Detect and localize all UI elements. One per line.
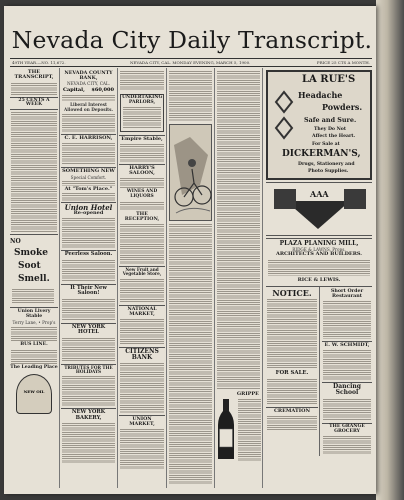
undertaking-ad (120, 94, 164, 132)
photo-text: Photo Supplies. (308, 169, 349, 174)
harrys-saloon: HARRY'S SALOON, (119, 164, 165, 177)
grippe-ad (216, 399, 261, 461)
headache-text: Headache (298, 90, 343, 100)
safe-sure-text: Safe and Sure. (304, 116, 357, 124)
column-6 (264, 68, 374, 488)
aaa-ad (266, 182, 372, 236)
price-note: PRICE 25 CTS A MONTH. (316, 60, 370, 65)
something-new-ad: SOMETHING NEW (62, 168, 115, 175)
restaurant-heading: Short Order Restaurant (330, 287, 364, 299)
fruit-store: New Fruit and Vegetable Store, (119, 266, 165, 277)
larue-ad (266, 70, 372, 180)
for-sale-heading: FOR SALE. (275, 370, 309, 377)
reception: THE RECEPTION, (124, 210, 160, 222)
national-market: NATIONAL MARKET, (119, 305, 165, 317)
bottom-ads (266, 286, 372, 457)
capital-amount: $60,000 (91, 87, 114, 94)
bottle-illustration (216, 399, 236, 461)
do-not-text: They Do Not (314, 127, 346, 132)
empire-stable: Empire Stable, (119, 135, 165, 142)
aaa-text: AAA (310, 189, 329, 199)
dateline: NEVADA CITY, CAL. MONDAY EVENING, MARCH 5, 1900. (130, 60, 251, 65)
citizens-bank: CITIZENS BANK (119, 347, 165, 362)
column-2 (61, 68, 116, 488)
deposit-notice: Liberal Interest Allowed on Deposits. (64, 102, 113, 113)
bus-line-ad: BUS LINE. (20, 341, 48, 347)
leading-place-ad: The Leading Place (10, 364, 58, 370)
wines-liquors: WINES AND LIQUORS (126, 189, 158, 199)
powders-text: Powders. (322, 102, 363, 112)
livery-prop: Terry Lane, • Prop's (12, 319, 56, 325)
dancing-heading: Dancing School (322, 382, 372, 397)
livery-ad: Union Livery Stable (17, 309, 51, 319)
star-ornament (272, 88, 296, 148)
restaurant-column (320, 287, 372, 457)
section-heading: THE TRANSCRIPT, (14, 69, 54, 81)
column-divider (214, 68, 215, 488)
column-3 (119, 68, 165, 488)
masthead-title: Nevada City Daily Transcript. (11, 26, 373, 54)
harrison-ad: C. E. HARRISON, (61, 134, 116, 141)
union-market: UNION MARKET, (119, 415, 165, 427)
subscription-rate: 25 CENTS A WEEK (10, 97, 58, 111)
column-1 (10, 68, 58, 488)
affect-heart-text: Affect the Heart. (312, 134, 356, 139)
issue-number: 49TH YEAR.—NO. 11,672. (12, 60, 66, 65)
rice-lewis: RICE & LEWIS. (297, 276, 341, 283)
reopened: Re-opened (73, 210, 104, 217)
bank-city: NEVADA CITY, CAL. (66, 81, 111, 87)
book-binding (376, 0, 404, 500)
new-york-hotel: NEW YORK HOTEL (61, 323, 116, 336)
special-comfort: Special Comfort. (70, 174, 107, 180)
column-divider (262, 68, 263, 488)
capital-label: Capital, (63, 87, 85, 94)
oil-label: NEW OIL (23, 389, 45, 395)
oil-can-illustration (16, 374, 52, 414)
column-divider (166, 68, 167, 488)
ad-soot: Soot (18, 261, 41, 272)
drugs-text: Drugs, Stationery and (298, 162, 355, 167)
ridge-lawns: RIDGE & LAWNS, Props. (292, 247, 346, 253)
column-5 (216, 68, 261, 488)
dickerman-text: DICKERMAN'S, (282, 149, 361, 159)
grippe-heading: GRIPPE (236, 391, 259, 397)
column-divider (117, 68, 118, 488)
masthead-rule-top (10, 58, 372, 59)
ad-smoke: Smoke (14, 248, 48, 259)
notice-heading: NOTICE. (272, 287, 312, 298)
smoke-ad (10, 234, 58, 308)
architects: ARCHITECTS AND BUILDERS. (275, 251, 363, 258)
new-saloon: It Their New Saloon! (61, 284, 116, 297)
cyclist-illustration (169, 124, 212, 221)
masthead-rule-bottom (10, 66, 372, 67)
plaza-mill: PLAZA PLANING MILL, (266, 238, 372, 247)
undertaking-heading: UNDERTAKING PARLORS, (122, 95, 163, 105)
schmidt-heading: E. W. SCHMIDT, (322, 341, 372, 348)
cremation-heading: CREMATION (266, 407, 318, 414)
for-sale-at-text: For Sale at (312, 142, 340, 147)
grange-heading: THE GRANGE GROCERY (322, 423, 372, 435)
bank-name: NEVADA COUNTY BANK, (64, 70, 113, 82)
ad-no: NO (10, 238, 21, 246)
notice-column (266, 287, 320, 457)
union-hotel: Union Hotel (61, 202, 116, 211)
peerless-saloon: Peerless Saloon. (61, 250, 116, 257)
column-divider (59, 68, 60, 488)
toms-place: At "Tom's Place." (64, 185, 113, 192)
new-york-bakery: NEW YORK BAKERY, (61, 408, 116, 421)
column-4 (168, 68, 213, 488)
holiday-tributes: TRIBUTES FOR THE HOLIDAYS (61, 364, 116, 375)
larue-title: LA RUE'S (302, 74, 356, 85)
newspaper-page (4, 6, 376, 494)
capital-row (61, 86, 116, 94)
ad-smell: Smell. (18, 274, 50, 285)
